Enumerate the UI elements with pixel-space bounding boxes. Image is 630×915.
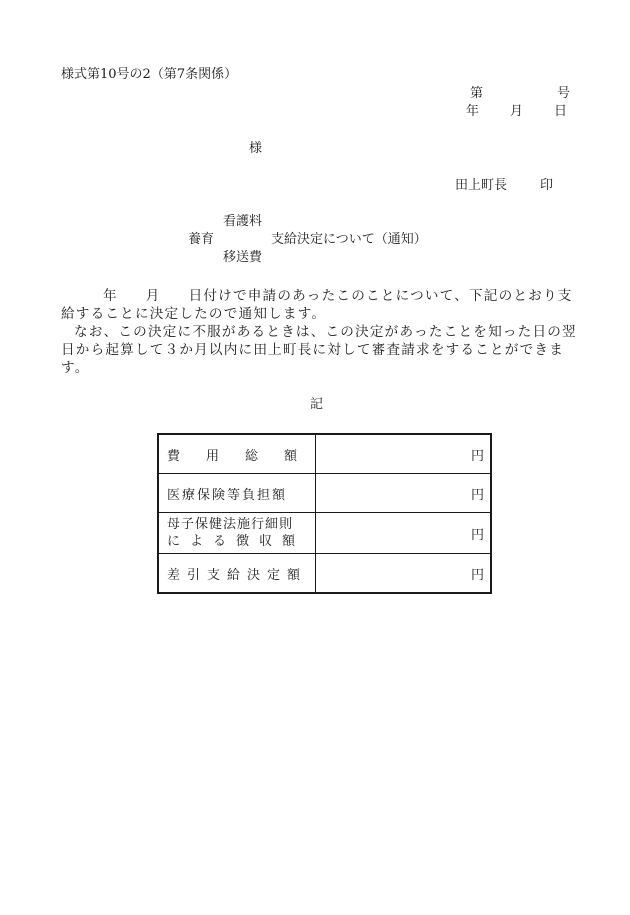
row-label-total-cost	[158, 434, 316, 474]
body-year: 年	[103, 288, 118, 304]
yen-unit: 円	[470, 567, 484, 583]
yen-unit: 円	[470, 487, 484, 503]
row-value-total-cost	[316, 434, 492, 474]
char: 用	[205, 448, 219, 464]
body-text-1: 日付けで申請のあったこのことについて、下記のとおり支給することに決定したので通知します。	[61, 288, 573, 322]
date-day: 日	[554, 104, 568, 119]
row-label-insurance-burden	[158, 474, 316, 513]
body-paragraph-2	[61, 323, 577, 377]
amounts-table	[157, 433, 492, 594]
total-cost-label	[167, 445, 297, 464]
yen-unit: 円	[470, 527, 484, 543]
row-value-net-payment	[316, 554, 492, 594]
table-row	[158, 513, 491, 554]
table-row	[158, 434, 491, 474]
row-label-net-payment	[158, 554, 316, 594]
seal-mark: 印	[540, 178, 554, 193]
char: 額	[283, 448, 297, 464]
insurance-burden-label: 医療保険等負担額	[167, 487, 288, 503]
form-id: 様式第10号の2（第7条関係）	[61, 67, 238, 82]
net-payment-label: 差引支給決定額	[167, 567, 308, 583]
row-label-collection	[158, 513, 316, 554]
row-value-collection	[316, 513, 492, 554]
body-paragraph-1	[61, 287, 577, 323]
body-month: 月	[145, 288, 161, 304]
subject-upbringing: 養育	[188, 232, 215, 247]
table-row	[158, 474, 491, 513]
issuer: 田上町長	[455, 178, 508, 193]
yen-unit: 円	[470, 448, 484, 464]
body-text-2: なお、この決定に不服があるときは、この決定があったことを知った日の翌日から起算して３か月以内に田上町長に対して審査請求をすることができます。	[61, 324, 577, 376]
char: 費	[167, 448, 181, 464]
table-row	[158, 554, 491, 594]
date-year: 年	[466, 104, 480, 119]
ki-heading: 記	[310, 397, 324, 412]
subject-nursing-fee: 看護料	[223, 214, 263, 229]
document-number-suffix: 号	[557, 86, 571, 101]
char: 総	[244, 448, 258, 464]
collection-label-line1: 母子保健法施行細則	[167, 517, 294, 532]
subject-transport-fee: 移送費	[223, 250, 263, 265]
date-month: 月	[510, 104, 524, 119]
row-value-insurance-burden	[316, 474, 492, 513]
subject-title: 支給決定について（通知）	[271, 232, 427, 247]
addressee-suffix: 様	[249, 141, 263, 156]
collection-label-line2: による徴収額	[167, 534, 306, 549]
document-number-prefix: 第	[470, 86, 484, 101]
